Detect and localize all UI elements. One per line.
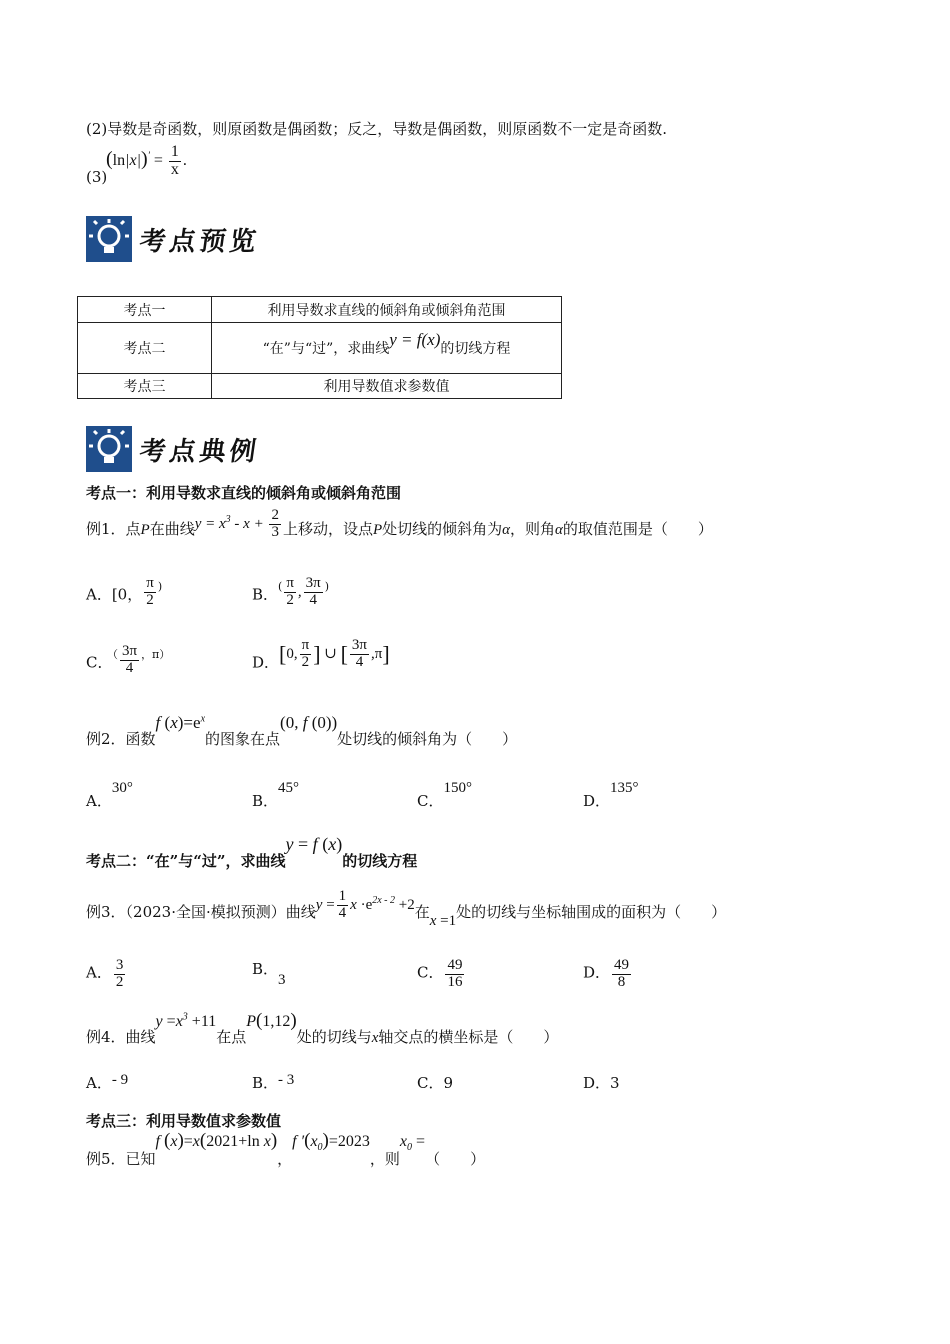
ex4-option-c[interactable]: C．9 [417,1074,454,1092]
topic3-heading: 考点三：利用导数值求参数值 [86,1112,282,1130]
ex2-option-a[interactable]: A．30° [86,780,133,810]
ex4-option-a[interactable]: A．- 9 [86,1072,129,1092]
ex5-derivative-formula: f $'(x_0)=2023$ [292,1130,370,1154]
ex3-option-b[interactable]: B．3 [252,960,286,988]
overview-banner [86,214,260,264]
example-1: 例1．点P在曲线$y = x^3 - x$ + $\frac{2}{3}$ 上移动，设点P处切线的倾斜角为α，则角α的取值范围是（ ） [86,507,713,541]
table-row [78,323,562,374]
ex1-option-c[interactable]: C．（ $\frac{3\pi}{4}$ $^{,\pi)}$ [86,643,171,676]
table-row [78,297,562,323]
ex1-option-d[interactable]: D．[0, $\frac{\pi}{2}$ ] ∪ [ $\frac{3\pi}{4}$ ,π] [252,637,390,672]
example-2-options [86,774,786,814]
line3-label: (3) [86,168,108,186]
table-cell-label: 考点二 [78,323,212,374]
lightbulb-icon [86,216,132,262]
ex3-option-c[interactable]: C． $\frac{49}{16}$ [417,957,463,990]
ex3-option-a[interactable]: A． $\frac{3}{2}$ [86,957,124,990]
ex4-option-b[interactable]: B．- 3 [252,1072,295,1092]
ex4-point-formula: P(1,12) [246,1010,297,1031]
overview-table [77,296,562,399]
ex2-option-c[interactable]: C．150° [417,780,472,810]
ex1-option-a[interactable]: A．[0， $\frac{\pi}{2}$ ) [86,575,163,608]
table-cell-label: 考点一 [78,297,212,323]
line3-formula: (ln|x|)′ = $\frac{1}{x}$ . [106,143,187,178]
table-cell-content: 利用导数求直线的倾斜角或倾斜角范围 [212,297,562,323]
examples-title: 考点典例 [137,436,262,467]
ex5-function-formula: f (x)=x(2021+ln x) [155,1130,278,1151]
examples-banner [86,424,260,474]
table-row [78,374,562,399]
ex1-option-b[interactable]: B．( $\frac{\pi}{2}$ , $\frac{3\pi}{4}$ ) [252,575,330,608]
ex4-curve-formula: $y =x^3 +11$ [155,1011,217,1030]
ex3-curve-formula: y = $\frac{1}{4}$ $x \cdot e^{2x - 2} +2$ [315,888,415,922]
table-cell-content: “在”与“过”，求曲线y = f(x)的切线方程 [212,323,562,374]
ex3-option-d[interactable]: D． $\frac{49}{8}$ [583,957,630,990]
example-3-options [86,944,786,992]
example-5: 例5．已知f (x)=x(2021+ln x)，f $'(x_0)=2023$，则$x_0$ =（ ） [86,1130,486,1168]
ex2-function-formula: f $(x)=e^x$ [155,713,206,732]
example-2: 例2．函数f $(x)=e^x$的图象在点(0, f (0))处切线的倾斜角为（ ） [86,713,518,748]
example-4-options [86,1064,786,1096]
overview-title: 考点预览 [137,226,262,257]
topic2-heading: 考点二：“在”与“过”，求曲线y = f (x)的切线方程 [86,834,418,870]
property-line-2: (2)导数是奇函数，则原函数是偶函数；反之，导数是偶函数，则原函数不一定是奇函数. [86,120,668,138]
ex4-option-d[interactable]: D．3 [583,1074,620,1092]
ex2-option-b[interactable]: B．45° [252,780,300,810]
example-3: 例3．（2023·全国·模拟预测）曲线y = $\frac{1}{4}$ $x \cdot e^{2x - 2} +2$在x =1处的切线与坐标轴围成的面积为（ ） [86,888,727,929]
ex2-point-formula: (0, f (0)) [280,713,338,732]
example-4: 例4．曲线$y =x^3 +11$在点P(1,12)处的切线与x轴交点的横坐标是（ ） [86,1010,559,1046]
ex3-point-formula: x =1 [429,913,457,929]
topic1-heading: 考点一：利用导数求直线的倾斜角或倾斜角范围 [86,484,402,502]
ex1-curve-formula: $y = x^3 - x$ + $\frac{2}{3}$ [194,507,279,541]
lightbulb-icon [86,426,132,472]
ex5-unknown: $x_0$ = [399,1133,426,1154]
table-cell-label: 考点三 [78,374,212,399]
topic2-formula: y = f (x) [285,834,343,854]
ex2-option-d[interactable]: D．135° [583,780,639,810]
table-cell-content: 利用导数值求参数值 [212,374,562,399]
